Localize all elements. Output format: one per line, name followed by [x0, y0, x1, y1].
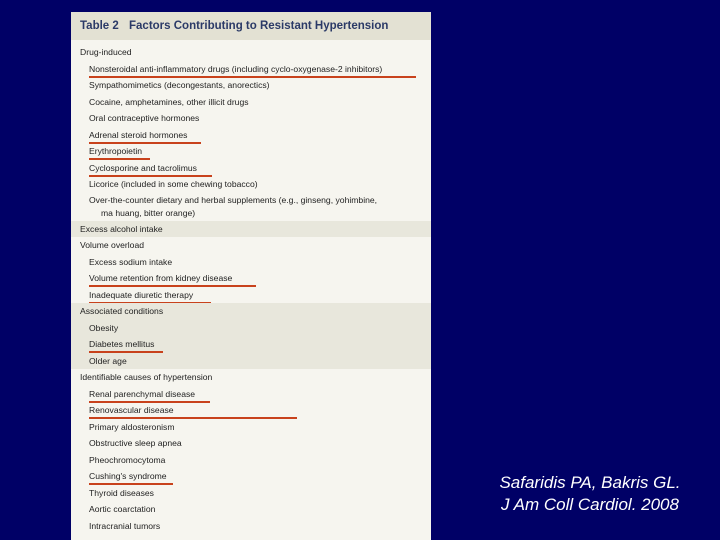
list-item: Aortic coarctation: [89, 504, 156, 514]
factors-table: [71, 12, 431, 540]
section-volume-overload: [71, 237, 431, 303]
section-drug-induced: [71, 40, 431, 221]
list-item: Cushing's syndrome: [71, 468, 431, 485]
table-header: [71, 12, 431, 40]
list-item: Obstructive sleep apnea: [89, 438, 182, 448]
section-heading: Identifiable causes of hypertension: [80, 372, 213, 382]
list-item: Erythropoietin: [71, 143, 431, 160]
list-item: Diabetes mellitus: [71, 336, 431, 353]
list-item: Pheochromocytoma: [89, 454, 166, 465]
section-identifiable-causes: [71, 369, 431, 534]
list-item: Oral contraceptive hormones: [89, 113, 200, 123]
list-item: Cyclosporine and tacrolimus: [71, 160, 431, 177]
list-item: Intracranial tumors: [89, 520, 161, 531]
list-item: Renal parenchymal disease: [71, 386, 431, 403]
list-item: Inadequate diuretic therapy: [71, 287, 431, 304]
list-item: Excess sodium intake: [89, 256, 173, 267]
table-number: Table 2: [80, 20, 119, 32]
list-item: Primary aldosteronism: [89, 421, 175, 432]
list-item: Licorice (included in some chewing tobacco): [89, 179, 258, 189]
list-item: Cocaine, amphetamines, other illicit drugs: [89, 96, 249, 107]
list-item: Over-the-counter dietary and herbal supplements (e.g., ginseng, yohimbine,: [89, 194, 378, 205]
citation: [470, 472, 710, 516]
list-item: Older age: [89, 355, 127, 366]
citation-authors: Safaridis PA, Bakris GL.: [499, 473, 681, 492]
citation-journal: J Am Coll Cardiol. 2008: [501, 495, 679, 514]
section-alcohol: [71, 221, 431, 238]
section-heading: Drug-induced: [80, 47, 132, 57]
list-item: Volume retention from kidney disease: [71, 270, 431, 287]
list-item: Nonsteroidal anti-inflammatory drugs (including cyclo-oxygenase-2 inhibitors): [71, 61, 431, 78]
list-item-continuation: ma huang, bitter orange): [101, 207, 196, 218]
section-associated-conditions: [71, 303, 431, 369]
section-heading: Volume overload: [80, 240, 145, 250]
table-title: Factors Contributing to Resistant Hypertension: [129, 20, 389, 32]
list-item: Renovascular disease: [71, 402, 431, 419]
list-item: Sympathomimetics (decongestants, anorectics): [89, 80, 270, 90]
list-item: Adrenal steroid hormones: [71, 127, 431, 144]
list-item: Thyroid diseases: [89, 487, 154, 498]
list-item: Obesity: [89, 322, 119, 333]
section-heading: Excess alcohol intake: [80, 223, 163, 234]
section-heading: Associated conditions: [80, 306, 164, 316]
